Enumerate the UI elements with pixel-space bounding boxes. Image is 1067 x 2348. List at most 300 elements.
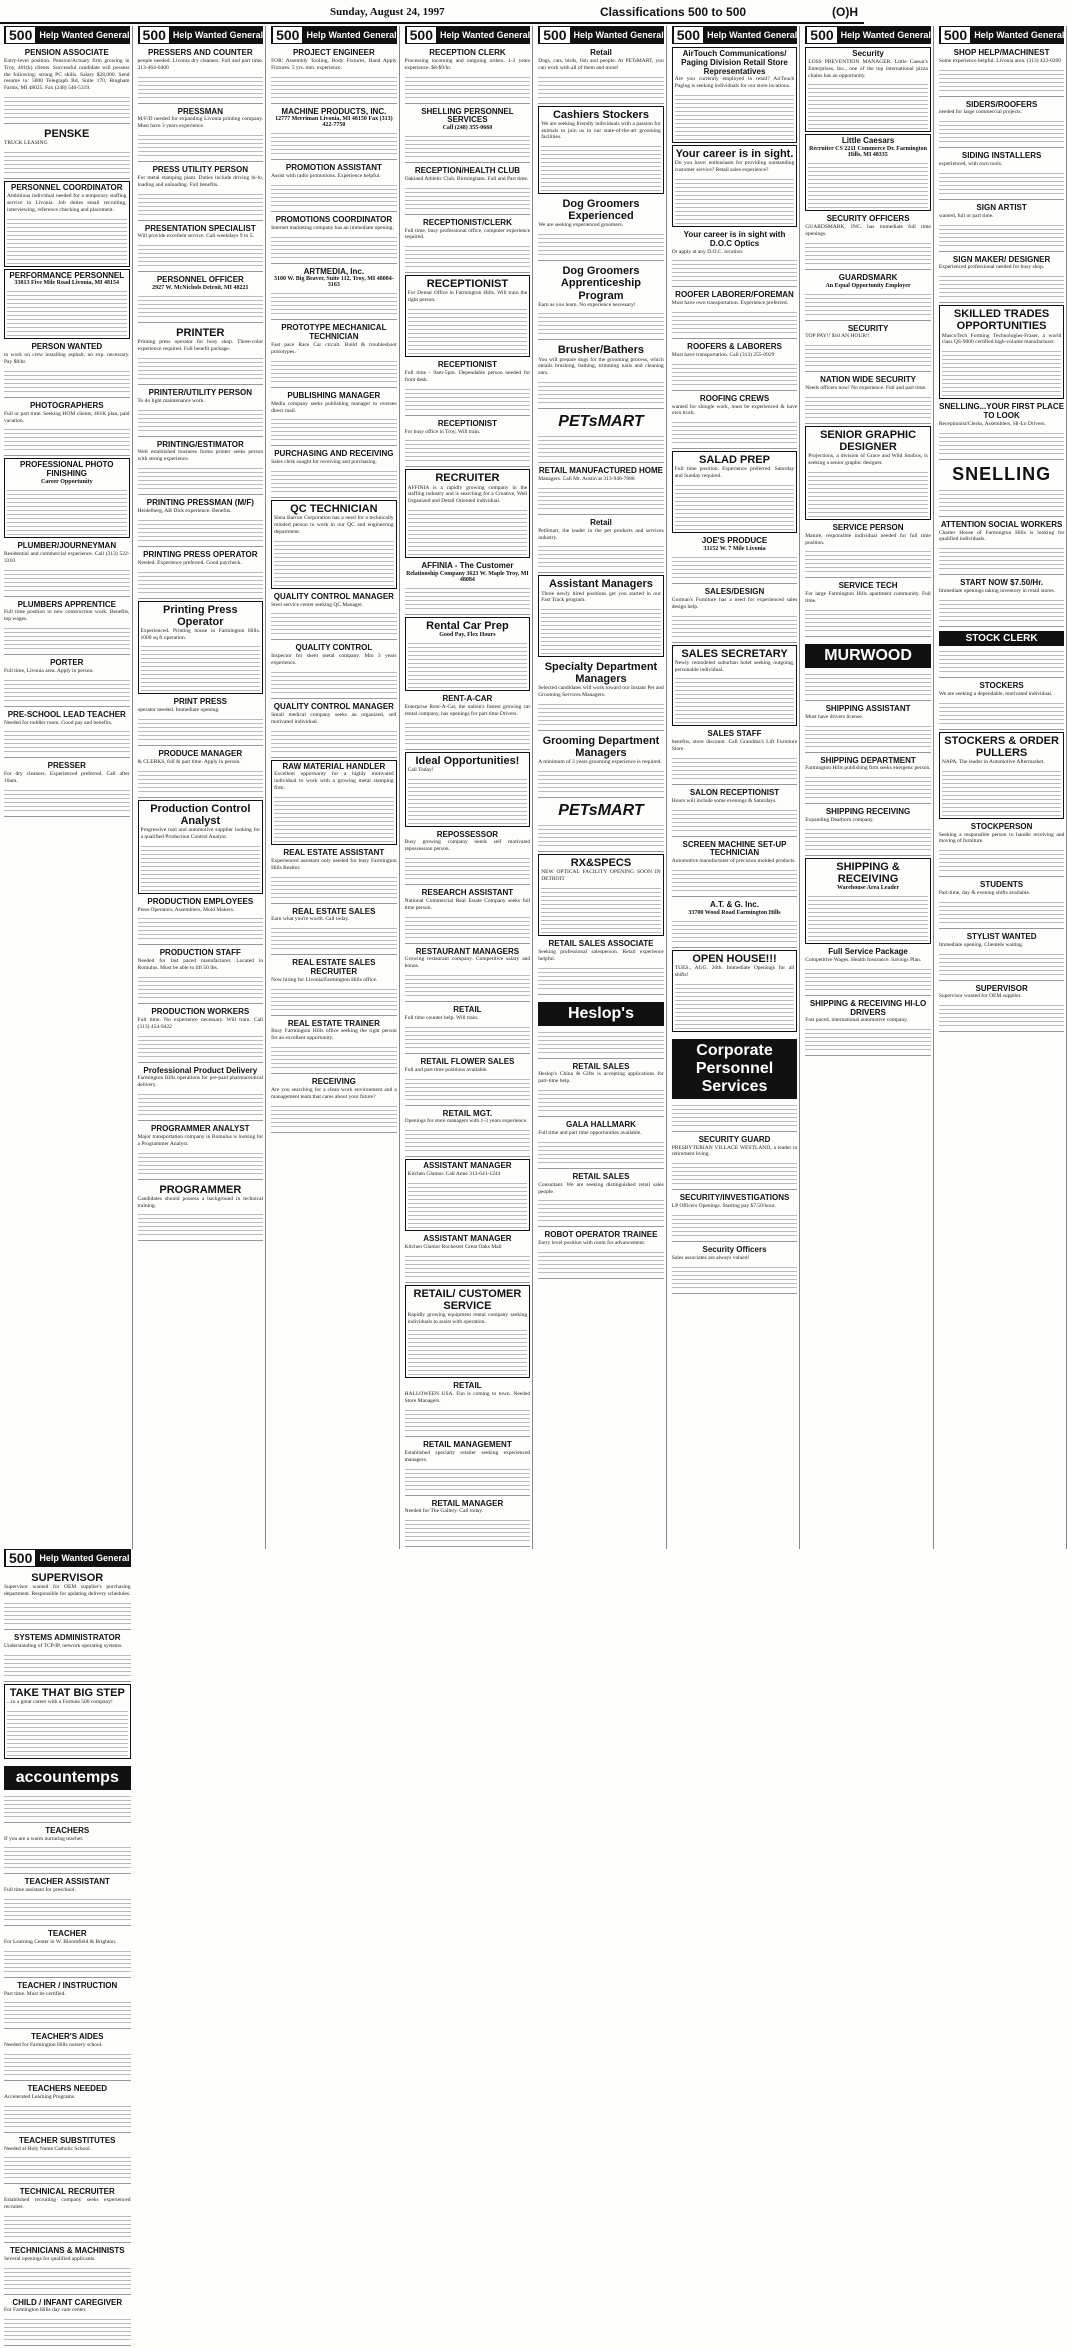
ad-text-lines xyxy=(805,240,931,266)
ad-text-lines xyxy=(4,728,130,754)
ad-body: LOSS PREVENTION MANAGER. Little Caesar's Enterprises, Inc., one of the top international pizza chains has an opportunity. xyxy=(808,58,928,79)
ad-body: HALLOWEEN USA. Fun is coming to town. Needed Store Managers. xyxy=(404,1391,531,1405)
ad-text-lines xyxy=(4,1652,131,1678)
classified-ad xyxy=(405,1233,531,1283)
ad-text-lines xyxy=(408,776,528,824)
ad-body: Fast pace Race Car circuit. Build & troubleshoot prototypes. xyxy=(271,342,397,355)
ad-title: SHELLING PERSONNEL SERVICES xyxy=(421,106,514,125)
classified-ad xyxy=(672,535,798,584)
classified-ad xyxy=(939,931,1065,981)
classified-ad xyxy=(672,47,798,143)
classification-number: 500 xyxy=(272,26,303,44)
section-banner xyxy=(138,26,264,44)
classified-ad xyxy=(271,701,397,758)
ad-body: Experienced assistant only needed for busy Farmington Hills Realtor. xyxy=(271,857,397,871)
ad-text-lines xyxy=(405,1076,531,1102)
ad-body: Now hiring for Livonia/Farmington Hills office. xyxy=(271,976,378,983)
ad-body: Full time position. Experience preferred. Saturday and Sunday required. xyxy=(674,466,795,480)
ad-title: QUALITY CONTROL xyxy=(295,643,373,653)
ad-text-lines xyxy=(405,1407,531,1433)
section-banner xyxy=(405,26,531,44)
classified-ad xyxy=(405,418,531,468)
classified-ad xyxy=(138,1182,264,1242)
ad-body: Established specialty retailer seeking experienced managers. xyxy=(404,1449,531,1463)
ad-body: Three newly hired positions get you started in our Fast Track program. xyxy=(541,590,661,604)
ad-text-lines xyxy=(274,794,394,842)
ad-body: Entry level position with room for advancement. xyxy=(538,1240,646,1247)
ad-title: STOCKPERSON xyxy=(970,821,1033,831)
ad-body: Consultant. We are seeking distinguished retail sales people. xyxy=(538,1181,664,1195)
ad-text-lines xyxy=(805,607,931,633)
ad-text-lines xyxy=(538,485,664,511)
ad-body: Heidelberg, AB Dick experience. Benefits. xyxy=(137,507,232,514)
classified-ad xyxy=(4,2297,131,2347)
ad-text-lines xyxy=(538,433,664,459)
classified-ad xyxy=(4,1876,131,1926)
classified-ad xyxy=(271,1076,397,1133)
classified-ad xyxy=(538,854,664,936)
ad-title: TEACHER xyxy=(47,1929,87,1939)
classification-label: Help Wanted General xyxy=(306,30,397,40)
ad-body: A minimum of 3 years grooming experience is required. xyxy=(538,759,662,766)
ad-body: Busy Farmington Hills office seeking the right person for an excellent opportunity. xyxy=(271,1028,397,1042)
ad-text-lines xyxy=(271,986,397,1012)
classified-ad xyxy=(271,760,397,845)
ad-body: benefits, store discount. Call Grandma's Lift Furniture Store. xyxy=(671,739,798,753)
ad-contact: 2927 W. McNichols Detroit, MI 48221 xyxy=(152,285,249,292)
classified-ad xyxy=(138,439,264,496)
ad-title: PRINTING PRESSMAN (M/F) xyxy=(146,498,254,508)
classification-number: 500 xyxy=(940,26,971,44)
ad-text-lines xyxy=(271,1044,397,1070)
ad-title: Retail xyxy=(590,517,612,527)
ad-text-lines xyxy=(4,2154,131,2180)
ad-text-lines xyxy=(939,951,1065,977)
classified-ad xyxy=(271,957,397,1015)
ad-text-lines xyxy=(405,1024,531,1050)
ad-body: Part-time, day & evening shifts available. xyxy=(938,890,1031,897)
ad-title: REAL ESTATE TRAINER xyxy=(287,1018,380,1028)
section-banner xyxy=(4,1549,131,1567)
ad-title: ASSISTANT MANAGER xyxy=(423,1233,512,1243)
classified-ad xyxy=(939,47,1065,97)
classified-ad xyxy=(138,223,264,273)
ad-body: Sinta Barron Corporation has a need for a technically minded person to work in our QC and engineering department. xyxy=(274,515,394,535)
ad-text-lines xyxy=(4,1896,131,1922)
ad-title: ROOFING CREWS xyxy=(699,393,770,403)
ad-body: Immediate opening. Clientele waiting. xyxy=(938,941,1024,948)
ad-text-lines xyxy=(939,597,1065,623)
ad-title: RETAIL MANUFACTURED HOME xyxy=(538,466,664,476)
classified-ad xyxy=(138,601,264,695)
ad-body: Projections, a division of Grace and Wild Studios, is seeking a senior graphic designer. xyxy=(808,453,928,466)
ad-text-lines xyxy=(4,368,130,394)
ad-body: For large Farmington Hills apartment community. Full time. xyxy=(805,591,931,605)
ad-text-lines xyxy=(805,723,931,749)
ad-title: AirTouch Communications/ Paging Division Retail Store Representatives xyxy=(681,49,788,76)
ad-title: TEACHERS xyxy=(45,1825,90,1835)
ad-body: Expanding Dearborn company. xyxy=(805,817,874,824)
ad-body: Assist with radio promotions. Experience helpful. xyxy=(271,173,381,180)
ad-contact: Recruiter CS 2211 Commerce Dr. Farmington Hills, MI 48335 xyxy=(809,146,927,159)
classified-ad xyxy=(271,162,397,212)
ad-title: QUALITY CONTROL MANAGER xyxy=(273,701,394,711)
classified-ad xyxy=(4,47,130,124)
classified-ad xyxy=(138,947,264,1004)
classified-ad xyxy=(405,1159,531,1231)
ad-title: OPEN HOUSE!!! xyxy=(692,952,777,965)
ad-body: Growing restaurant company. Competitive salary and bonus. xyxy=(404,956,531,970)
ad-body: Full time counter help. Will train. xyxy=(404,1014,479,1021)
ad-body: Inspector for sheet metal company. Min 3 years experience. xyxy=(271,653,397,667)
ad-body: We are seeking experienced groomers. xyxy=(538,222,624,229)
ad-body: Kitchen Glamor Rochester Great Oaks Mall xyxy=(404,1243,502,1250)
classified-ad xyxy=(405,275,531,357)
ad-body: Full time - 9am-5pm. Dependable person needed for front desk. xyxy=(404,370,531,383)
ad-body: You will prepare dogs for the grooming process, which entails brushing, bathing, trimming nails and cleaning ears. xyxy=(538,356,664,377)
classified-ad xyxy=(805,755,931,805)
classified-ad xyxy=(939,879,1065,929)
ad-text-lines xyxy=(7,288,127,336)
classified-ad xyxy=(4,1632,131,1682)
classified-ad xyxy=(939,732,1065,819)
ad-title: Full Service Package xyxy=(828,947,908,957)
ad-title: TAKE THAT BIG STEP xyxy=(9,1686,125,1699)
classified-ad xyxy=(4,126,130,179)
ad-title: ARTMEDIA, Inc. xyxy=(303,266,365,276)
ad-title: Rental Car Prep xyxy=(426,619,509,632)
ad-body: Receptionist/Clerks, Assemblers, Hi-Lo Drivers. xyxy=(938,420,1046,427)
ad-title: ATTENTION SOCIAL WORKERS xyxy=(940,519,1063,529)
ad-body: Excellent opportunity for a highly motivated individual to work with a growing metal stamping firm. xyxy=(274,771,394,792)
classified-ad xyxy=(271,106,397,161)
ad-body: Farmington Hills publishing firm seeks energetic person. xyxy=(805,765,931,772)
ad-text-lines xyxy=(538,822,664,848)
ad-title: PRESSERS AND COUNTER xyxy=(148,48,253,57)
classified-ad xyxy=(805,858,931,944)
ad-body: wanted, full or part time. xyxy=(938,212,994,219)
ad-title: REPOSSESSOR xyxy=(436,829,499,839)
classified-ad xyxy=(4,269,130,340)
ad-body: Will provide excellent service. Call weekdays 9 to 5. xyxy=(137,233,254,240)
ad-title: SHIPPING & RECEIVING xyxy=(836,860,900,886)
ad-text-lines xyxy=(271,74,397,100)
ad-body: Experienced professional needed for busy shop. xyxy=(938,264,1045,271)
ad-text-lines xyxy=(805,548,931,574)
classified-ad xyxy=(939,99,1065,149)
ad-body: Full or part time. Seeking HOM clients, 401K plan, paid vacation. xyxy=(4,410,130,424)
ad-text-lines xyxy=(405,914,531,940)
classification-label: Help Wanted General xyxy=(39,30,130,40)
ad-body: Kitchen Glamor. Call Anne 313-641-1244 xyxy=(407,1171,501,1177)
ad-body: Openings for store managers with 1-3 years experience. xyxy=(404,1118,528,1125)
ad-body: For dry cleaners. Experienced preferred. Call after 10am. xyxy=(4,771,130,785)
classified-ad xyxy=(672,1134,798,1191)
classified-ad xyxy=(538,1061,664,1118)
ad-body: Small medical company seeks an organized, self motivated individual. xyxy=(271,711,397,725)
ad-column xyxy=(2,26,133,1549)
ad-text-lines xyxy=(541,885,661,933)
ad-text-lines xyxy=(138,1211,264,1237)
ad-text-lines xyxy=(805,342,931,368)
ad-body: Full time. No experience necessary. Will train. Call (313) 454-9422 xyxy=(137,1016,264,1030)
classified-ad xyxy=(538,106,664,195)
ad-text-lines xyxy=(408,1180,528,1228)
classified-ad xyxy=(672,787,798,837)
classified-ad xyxy=(271,266,397,321)
ad-body: ...to a great career with a Fortune 500 company! xyxy=(7,1698,113,1705)
ad-title: SALES/DESIGN xyxy=(704,586,765,596)
classified-ad xyxy=(672,289,798,339)
ad-body: We are seeking friendly individuals with a passion for animals to join us in our state-of-the-art grooming facilities. xyxy=(541,120,661,141)
ad-title: NATION WIDE SECURITY xyxy=(820,375,916,385)
ad-body: MascoTech Forming Technologies-Fraser, a world class QS-9000 certified high-volume manufacturer. xyxy=(941,332,1062,346)
ad-text-lines xyxy=(939,118,1065,144)
ad-title: Production Control Analyst xyxy=(150,802,251,827)
ad-body: National Commercial Real Estate Company seeks full time person. xyxy=(404,897,531,911)
ad-text-lines xyxy=(808,160,928,208)
ad-title: PENSKE xyxy=(44,128,90,141)
ad-title: SENIOR GRAPHIC DESIGNER xyxy=(820,428,917,453)
classified-ad xyxy=(672,586,798,643)
ad-text-lines xyxy=(939,430,1065,456)
classified-ad xyxy=(138,696,264,746)
ad-body: to work on crew installing asphalt, no exp. necessary. Pay $8/hr. xyxy=(4,352,130,366)
ad-text-lines xyxy=(138,1150,264,1176)
issue-date: Sunday, August 24, 1997 xyxy=(330,6,445,18)
ad-text-lines xyxy=(939,700,1065,726)
ad-text-lines xyxy=(408,507,528,555)
classified-ad xyxy=(4,1761,131,1823)
classified-ad xyxy=(672,950,798,1032)
ad-title: RETAIL xyxy=(453,1005,482,1015)
classified-ad xyxy=(4,709,130,759)
ad-title: Dog Groomers Apprenticeship Program xyxy=(560,265,641,302)
classified-ad xyxy=(538,517,664,574)
ad-body: Ambitious individual needed for a temporary staffing service in Livonia. Job duties entail recruiting, interviewing, reference checking and placement. xyxy=(7,192,127,213)
ad-title: SIDING INSTALLERS xyxy=(961,151,1042,161)
ad-body: Oakland Athletic Club, Birmingham. Full and Part time. xyxy=(404,175,529,182)
ad-text-lines xyxy=(538,74,664,100)
ad-text-lines xyxy=(138,242,264,268)
ad-title: SHIPPING DEPARTMENT xyxy=(820,755,916,765)
ad-title: PRINTING/ESTIMATOR xyxy=(156,439,244,449)
classified-ad xyxy=(672,839,798,897)
ad-text-lines xyxy=(538,768,664,794)
classified-ad xyxy=(271,390,397,447)
ad-text-lines xyxy=(405,133,531,159)
ad-body: Competitive Wages. Health Insurance. Savings Plan. xyxy=(805,956,922,963)
ad-text-lines xyxy=(672,257,798,283)
classified-ad xyxy=(405,1439,531,1496)
ad-title: SECURITY xyxy=(847,323,889,333)
ad-text-lines xyxy=(675,176,795,224)
classified-ad xyxy=(4,341,130,398)
ad-contact: Career Opportunity xyxy=(40,479,93,486)
ad-title: SIDERS/ROOFERS xyxy=(965,99,1038,109)
classified-ad xyxy=(4,1570,131,1630)
classified-ad xyxy=(138,1006,264,1063)
ad-text-lines xyxy=(408,640,528,688)
classified-ad xyxy=(138,1065,264,1122)
classified-ad xyxy=(405,165,531,215)
ad-column xyxy=(536,26,667,1549)
ad-title: PRODUCTION STAFF xyxy=(159,948,241,958)
ad-title: PERSON WANTED xyxy=(31,342,103,352)
ad-text-lines xyxy=(138,132,264,158)
ad-column xyxy=(269,26,400,1549)
ad-title: PRINTING PRESS OPERATOR xyxy=(143,549,258,559)
classified-ad xyxy=(271,47,397,104)
ad-body: TOP PAY!! $10 AN HOUR!! xyxy=(805,333,870,340)
ad-text-lines xyxy=(805,774,931,800)
classified-ad xyxy=(405,1380,531,1437)
ad-text-lines xyxy=(4,2316,131,2342)
ad-text-lines xyxy=(541,606,661,654)
ad-body: Automotive manufacturer of precision molded products. xyxy=(671,858,796,865)
classified-ad xyxy=(538,575,664,657)
classified-ad xyxy=(538,938,664,995)
ad-text-lines xyxy=(939,847,1065,873)
ad-text-lines xyxy=(538,543,664,569)
ad-title: Assistant Managers xyxy=(548,578,653,591)
ad-title: MACHINE PRODUCTS, INC. xyxy=(281,106,387,116)
section-banner xyxy=(939,26,1065,44)
ad-text-lines xyxy=(675,92,795,140)
section-banner xyxy=(805,26,931,44)
page-header xyxy=(0,0,864,24)
ad-title: SUPERVISOR xyxy=(975,983,1028,993)
classified-ad xyxy=(271,322,397,387)
ad-title: TECHNICIANS & MACHINISTS xyxy=(9,2245,125,2255)
ad-title: PERFORMANCE PERSONNEL xyxy=(9,270,125,280)
ad-title: Dog Groomers Experienced xyxy=(562,198,640,223)
ad-body: wanted for shingle work, must be experienced & have own truck. xyxy=(671,403,798,417)
classified-ad xyxy=(405,1004,531,1054)
ad-body: LP Officers Openings. Starting pay $7.50/hour. xyxy=(671,1203,776,1210)
ad-text-lines xyxy=(4,1600,131,1626)
classified-ad xyxy=(939,519,1065,576)
ad-body: Earn as you learn. No experience necessary! xyxy=(538,301,636,308)
ad-text-lines xyxy=(405,1253,531,1279)
ad-body: Gorman's Furniture has a need for experienced sales design help. xyxy=(671,596,798,610)
ad-text-lines xyxy=(271,1103,397,1129)
ad-title: ASSISTANT MANAGER xyxy=(423,1161,512,1171)
ad-title: RX&SPECS xyxy=(570,857,632,870)
ad-title: Your career is in sight with D.O.C Optics xyxy=(683,229,786,248)
ad-text-lines xyxy=(939,67,1065,93)
classification-label: Help Wanted General xyxy=(974,30,1065,40)
ad-text-lines xyxy=(672,613,798,639)
classified-ad xyxy=(138,1123,264,1180)
classification-label: Help Wanted General xyxy=(840,30,931,40)
classified-ad xyxy=(805,946,931,996)
ad-title: SYSTEMS ADMINISTRATOR xyxy=(14,1633,121,1643)
ad-text-lines xyxy=(271,610,397,636)
classified-ad xyxy=(4,458,130,538)
ad-body: Experienced. Printing house in Farmington Hills. 1000 sq ft operation. xyxy=(140,627,261,641)
ad-text-lines xyxy=(672,1160,798,1186)
ad-title: Professional Product Delivery xyxy=(143,1065,258,1075)
classified-ad xyxy=(939,202,1065,252)
classified-ad xyxy=(4,2083,131,2133)
ad-text-lines xyxy=(538,231,664,257)
classified-ad xyxy=(4,181,130,266)
ad-body: Several openings for qualified applicants. xyxy=(4,2255,96,2262)
ad-title: Grooming Department Managers xyxy=(542,735,660,760)
ad-body: Press Operators, Assemblers, Mold Makers. xyxy=(137,906,235,913)
ad-text-lines xyxy=(271,669,397,695)
ad-body: Supervisor wanted for OEM supplier. xyxy=(938,993,1022,1000)
ad-body: Mature, responsible individual needed for full time position. xyxy=(805,532,931,546)
ad-title: Ideal Opportunities! xyxy=(415,754,520,767)
ad-text-lines xyxy=(405,1517,531,1543)
ad-body: PetSmart, the leader in the pet products and services industry. xyxy=(538,527,664,541)
ad-body: Needed for Farmington Hills nursery school. xyxy=(4,2042,103,2049)
ad-title: RETAIL SALES xyxy=(572,1171,630,1181)
ad-text-lines xyxy=(7,216,127,264)
classified-ad xyxy=(672,1034,798,1132)
ad-title: RESEARCH ASSISTANT xyxy=(421,888,514,898)
ad-title: PLUMBERS APPRENTICE xyxy=(17,599,116,609)
ad-text-lines xyxy=(271,874,397,900)
classified-ad xyxy=(538,1229,664,1279)
ad-title: SNELLING...YOUR FIRST PLACE TO LOOK xyxy=(939,402,1065,421)
ad-column xyxy=(2,1549,133,2348)
ad-body: Steel service center seeking QC Manager. xyxy=(271,601,364,608)
ad-contact: Relationship Company 3623 W. Maple Troy, MI 48084 xyxy=(406,570,529,583)
ad-text-lines xyxy=(538,965,664,991)
classified-ad xyxy=(538,1119,664,1169)
ad-text-lines xyxy=(538,310,664,336)
ad-text-lines xyxy=(405,855,531,881)
ad-title: GUARDSMARK xyxy=(838,272,898,282)
ad-title: RETAIL FLOWER SALES xyxy=(420,1056,515,1066)
ad-text-lines xyxy=(4,149,130,175)
ad-title: PRINTER xyxy=(176,327,225,340)
ad-title: PROMOTIONS COORDINATOR xyxy=(275,215,393,225)
classified-ad xyxy=(138,896,264,946)
ad-text-lines xyxy=(538,379,664,405)
classified-ad xyxy=(805,426,931,520)
ad-contact: 33700 Wood Road Farmington Hills xyxy=(688,909,781,916)
ad-body: Busy growing company needs self motivated repossession person. xyxy=(404,839,531,853)
classified-ad xyxy=(138,549,264,599)
ad-body: NAPA. The leader in Automotive Aftermarket. xyxy=(941,758,1045,765)
classified-ad xyxy=(805,47,931,132)
ad-body: Do you have: enthusiasm for providing outstanding customer service? Retail sales experience? xyxy=(674,160,795,174)
ad-body: Needs officers now! No experience. Full and part time. xyxy=(805,385,927,392)
ad-title: RESTAURANT MANAGERS xyxy=(415,946,520,956)
ad-text-lines xyxy=(4,567,130,593)
classification-label: Help Wanted General xyxy=(573,30,664,40)
ad-title: RETAIL SALES ASSOCIATE xyxy=(548,939,654,949)
ad-text-lines xyxy=(538,1197,664,1223)
classified-ad xyxy=(939,577,1065,627)
ad-title: SERVICE PERSON xyxy=(832,522,904,532)
ad-title: PRESSMAN xyxy=(177,106,223,116)
ad-body: Sales associates are always valued! xyxy=(671,1254,750,1261)
classified-ad xyxy=(271,500,397,589)
ad-title: PRODUCE MANAGER xyxy=(158,749,243,759)
ad-title: PRINTER/UTILITY PERSON xyxy=(148,387,253,397)
ad-title: GALA HALLMARK xyxy=(566,1120,636,1130)
advertiser-logo: MURWOOD xyxy=(805,644,931,668)
classified-ad xyxy=(939,305,1065,399)
ad-text-lines xyxy=(138,974,264,1000)
ad-body: Hours will include some evenings & Saturdays. xyxy=(671,797,777,804)
ad-text-lines xyxy=(408,1327,528,1375)
